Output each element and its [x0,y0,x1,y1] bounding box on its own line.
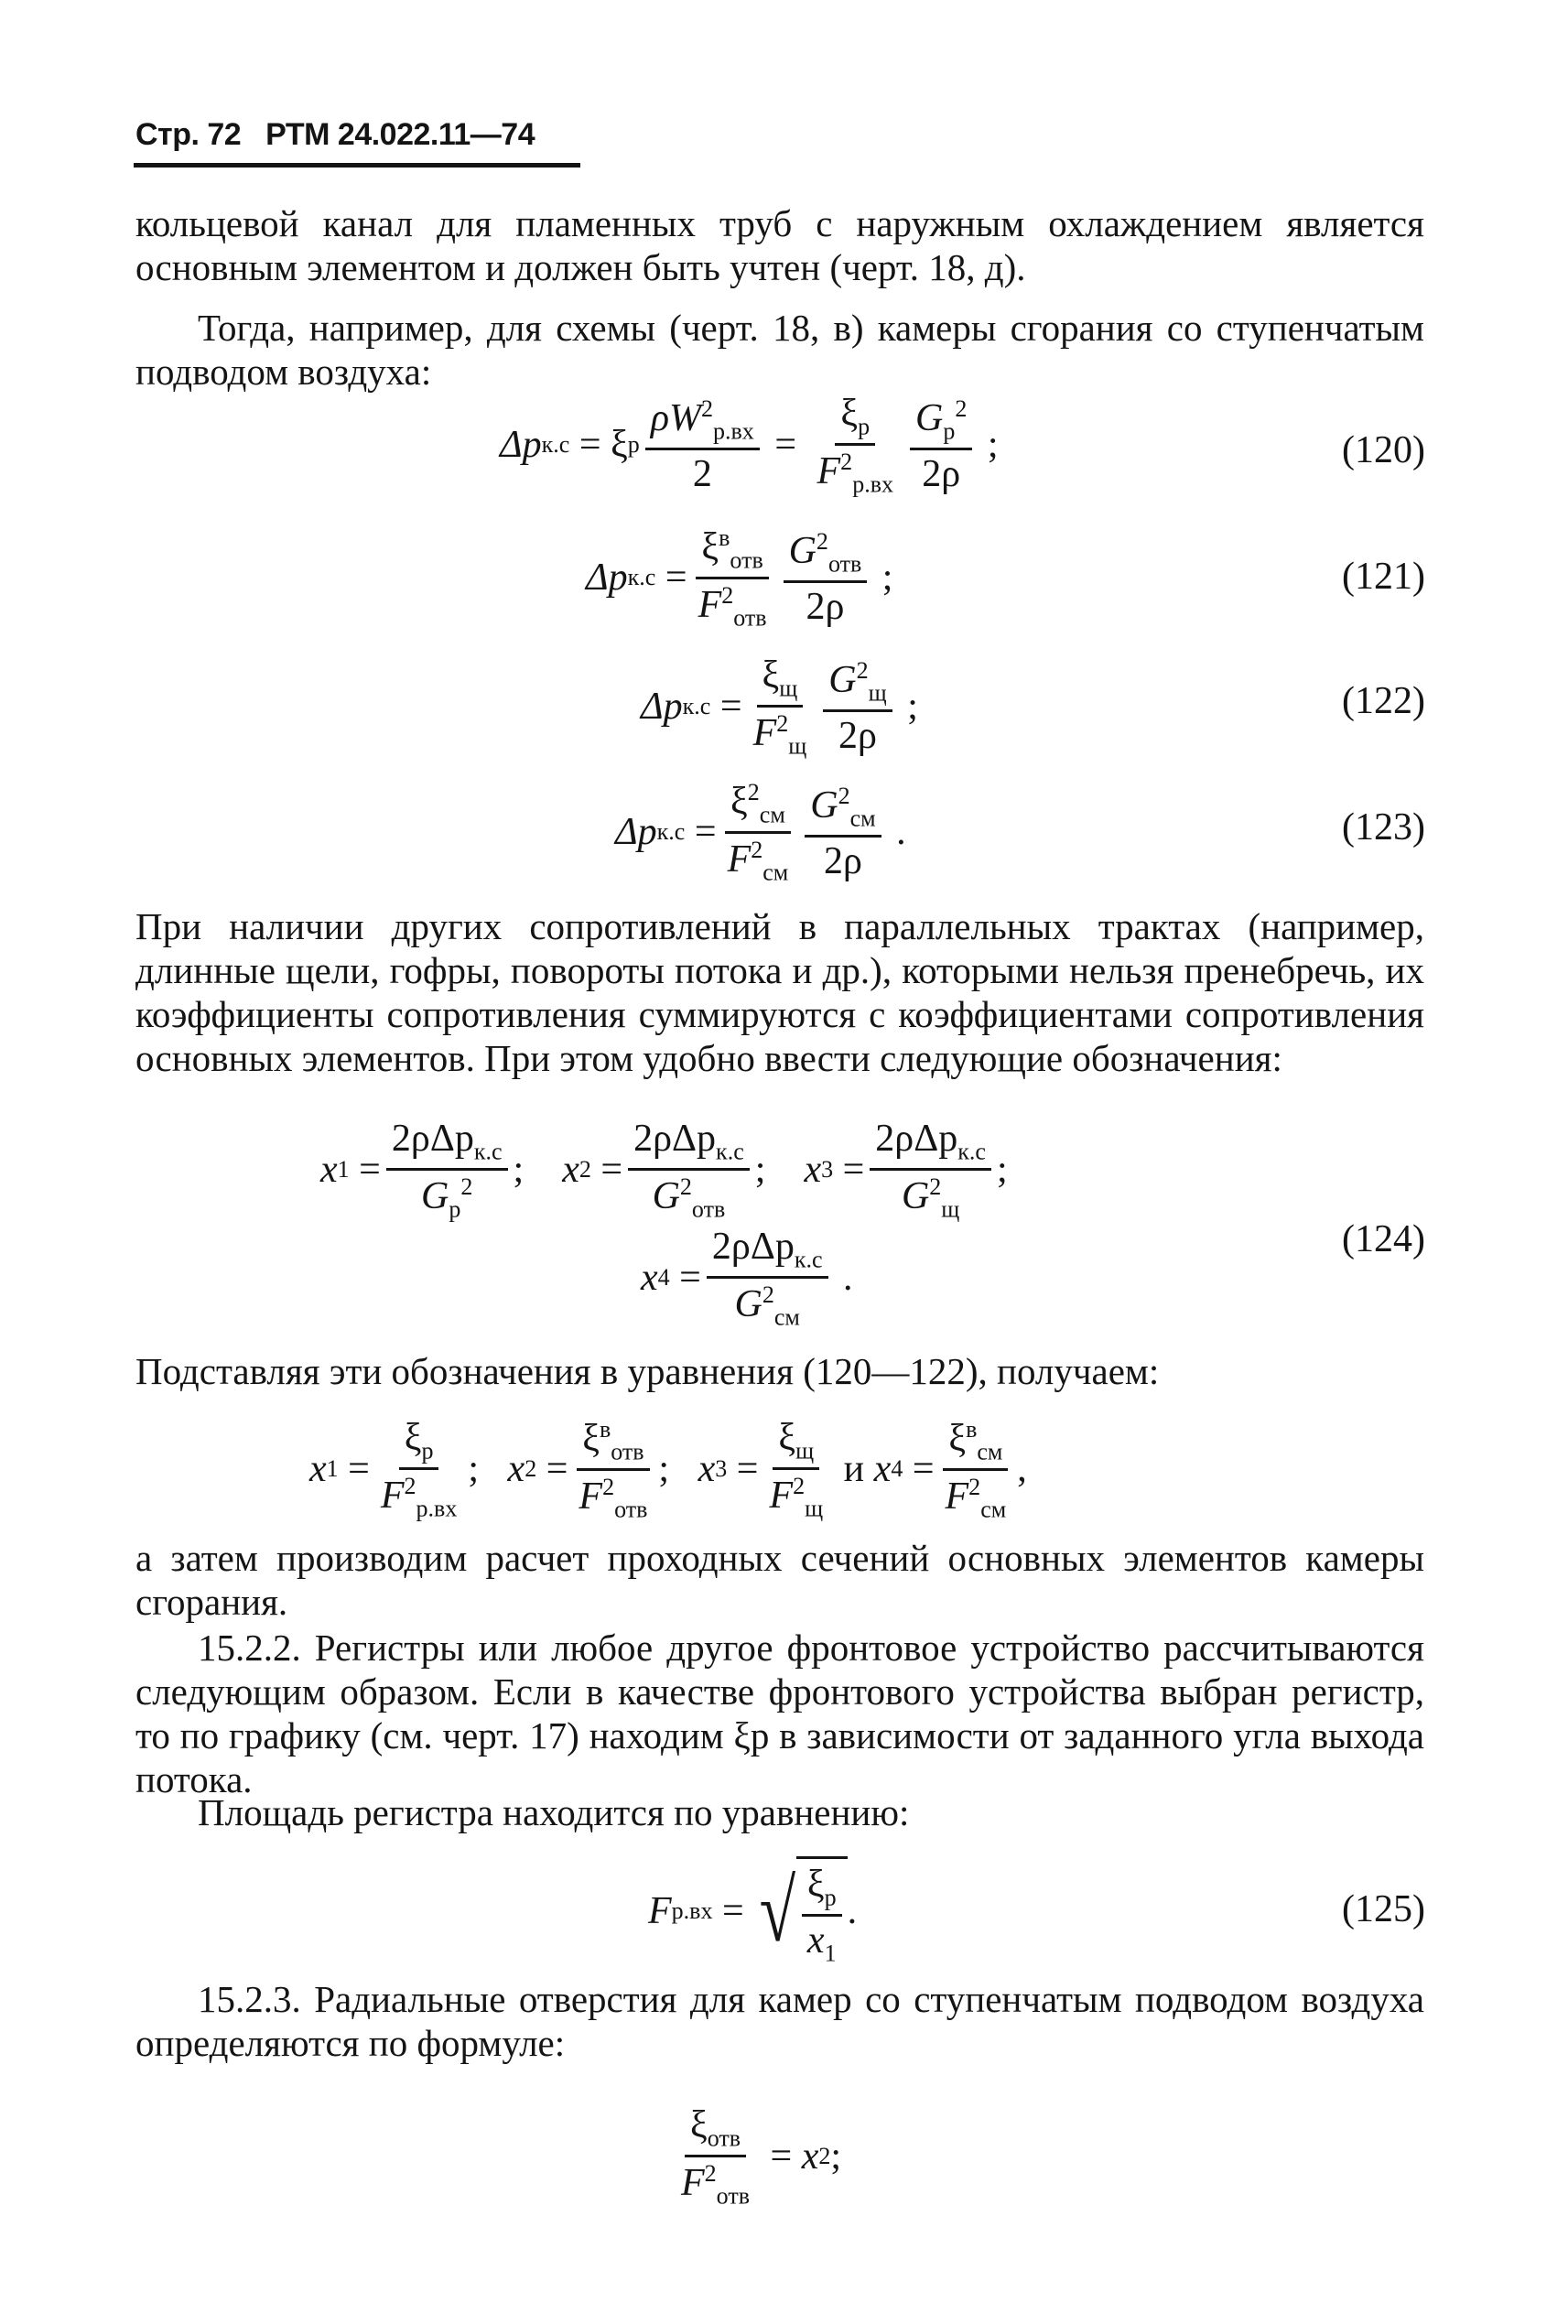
equation-120: Δp к.с = ξ р $\frac{\rho W^2_{р.вх}}{2}$ = $\frac{\xi_р}{F^2_{р.вх}}$ $\frac{G_р^2}{2\rho}$ ; [500,393,999,498]
equation-number-120: (120) [1342,429,1425,471]
paragraph-1: кольцевой канал для пламенных труб с наружным охлаждением является основным элементом и должен быть учтен (черт. 18, д). [135,202,1424,288]
equation-substituted: x 1 = $\frac{\xi_р}{F^2_{р.вх}}$ ; x 2 = $\frac{\xi^в_{отв}}{F^2_{отв}}$ ; x 3 = $\frac{\xi_щ}{F^2_щ}$ и x 4 = $\frac{\xi^в_{см}}{F^2_{см}}$ , [309,1416,1027,1523]
equation-number-124: (124) [1342,1218,1425,1260]
header-rule [134,163,580,168]
equation-123: Δp к.с = $\frac{\xi^2_{см}}{F^2_{см}}$ $\frac{G^2_{см}}{2\rho}$ . [615,779,906,886]
equation-122: Δp к.с = $\frac{\xi_щ}{F^2_щ}$ $\frac{G^2_щ}{2\rho}$ ; [641,654,918,760]
equation-number-121: (121) [1342,556,1425,598]
paragraph-2: Тогда, например, для схемы (черт. 18, в) камеры сгорания со ступенчатым подводом воздуха: [135,307,1424,393]
paragraph-8: 15.2.3. Радиальные отверстия для камер со ступенчатым подводом воздуха определяются по формуле: [135,1978,1424,2064]
equation-124-row-2: x 4 = $\frac{2\rho\Delta p_{к.с}}{G^2_{см}}$ . [641,1226,853,1331]
equation-number-125: (125) [1342,1888,1425,1930]
equation-125: F р.вх = √ $\frac{\xi_р}{x_1}$ . [648,1856,857,1965]
paragraph-3: При наличии других сопротивлений в параллельных трактах (например, длинные щели, гофры, повороты потока и др.), которыми нельзя пренебречь, их коэффициенты сопротивления суммируются с коэффициентами сопротивления основных элементов. При этом удобно ввести следующие обозначения: [135,905,1424,1079]
paragraph-5: а затем производим расчет проходных сечений основных элементов камеры сгорания. [135,1537,1424,1623]
document-code: РТМ 24.022.11—74 [265,117,535,152]
paragraph-7: Площадь регистра находится по уравнению: [198,1791,910,1833]
equation-121: Δp к.с = $\frac{\xi^в_{отв}}{F^2_{отв}}$ $\frac{G^2_{отв}}{2\rho}$ ; [586,524,893,632]
paragraph-6: 15.2.2. Регистры или любое другое фронтовое устройство рассчитываются следующим образом. Если в качестве фронтового устройства выбран регистр, то по графику (см. черт. 17) находим ξр в зависимости от заданного угла выхода потока. [135,1627,1424,1800]
page-header [135,117,551,153]
equation-number-122: (122) [1342,680,1425,722]
page-number: Стр. 72 [135,117,242,152]
square-root: √ $\frac{\xi_р}{x_1}$ [753,1856,847,1965]
paragraph-4: Подставляя эти обозначения в уравнения (120—122), получаем: [135,1350,1160,1392]
equation-number-123: (123) [1342,806,1425,849]
equation-final: $\frac{\xi_{отв}}{F^2_{отв}}$ = x 2 ; [681,2104,842,2210]
equation-124-row-1: x 1 = $\frac{2\rho\Delta p_{к.с}}{G_р^2}$ ; x 2 = $\frac{2\rho\Delta p_{к.с}}{G^2_{отв}}$ ; x 3 = $\frac{2\rho\Delta p_{к.с}}{G^2_щ}$ ; [320,1118,1008,1223]
